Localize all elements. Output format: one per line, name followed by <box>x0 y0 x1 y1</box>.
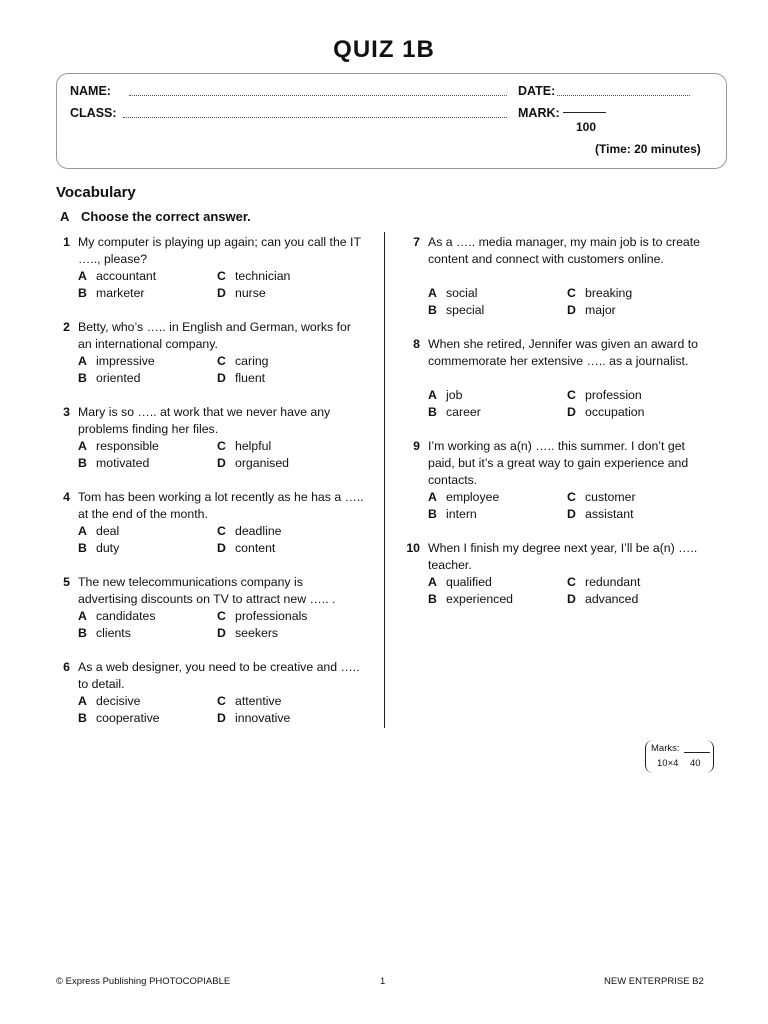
marks-total: 40 <box>690 758 701 769</box>
option-letter: B <box>78 456 87 470</box>
option-a[interactable] <box>428 574 492 591</box>
option-text: special <box>446 303 485 317</box>
option-text: advanced <box>585 592 639 606</box>
option-c[interactable] <box>567 285 632 302</box>
option-text: helpful <box>235 439 272 453</box>
option-d[interactable] <box>217 625 278 642</box>
time-limit: (Time: 20 minutes) <box>595 142 701 156</box>
option-letter: C <box>567 490 576 504</box>
option-d[interactable] <box>217 370 265 387</box>
option-letter: A <box>428 575 437 589</box>
option-text: innovative <box>235 711 291 725</box>
question-10 <box>406 540 726 608</box>
option-letter: B <box>428 592 437 606</box>
question-text: The new telecommunications company is advertising discounts on TV to attract new ….. . <box>78 575 336 606</box>
option-c[interactable] <box>217 438 271 455</box>
option-text: professionals <box>235 609 308 623</box>
option-letter: C <box>217 354 226 368</box>
option-text: assistant <box>585 507 634 521</box>
option-b[interactable] <box>428 302 484 319</box>
option-text: clients <box>96 626 131 640</box>
mark-total: 100 <box>576 120 597 134</box>
option-a[interactable] <box>78 268 156 285</box>
option-d[interactable] <box>217 285 266 302</box>
option-b[interactable] <box>78 455 149 472</box>
option-letter: B <box>78 371 87 385</box>
option-d[interactable] <box>567 506 634 523</box>
option-text: technician <box>235 269 291 283</box>
option-letter: D <box>217 626 226 640</box>
option-text: responsible <box>96 439 159 453</box>
question-number: 1 <box>63 235 70 249</box>
option-text: employee <box>446 490 500 504</box>
marks-label: Marks: <box>651 743 680 754</box>
option-text: career <box>446 405 481 419</box>
option-text: customer <box>585 490 636 504</box>
option-d[interactable] <box>217 540 275 557</box>
option-b[interactable] <box>78 285 145 302</box>
option-letter: A <box>78 694 87 708</box>
option-d[interactable] <box>567 591 638 608</box>
question-7 <box>406 234 726 319</box>
option-c[interactable] <box>217 353 269 370</box>
option-b[interactable] <box>78 710 160 727</box>
option-text: deal <box>96 524 120 538</box>
question-9 <box>406 438 726 523</box>
question-number: 4 <box>63 490 70 504</box>
question-text: As a web designer, you need to be creative and ….. to detail. <box>78 660 360 691</box>
option-b[interactable] <box>428 404 481 421</box>
option-letter: A <box>78 269 87 283</box>
marks-fraction-line <box>684 752 710 753</box>
question-number: 6 <box>63 660 70 674</box>
option-text: profession <box>585 388 642 402</box>
option-b[interactable] <box>428 591 513 608</box>
option-text: deadline <box>235 524 282 538</box>
option-letter: B <box>428 405 437 419</box>
mark-fraction-line <box>563 112 606 113</box>
instruction-letter: A <box>60 209 70 224</box>
option-letter: A <box>78 609 87 623</box>
option-letter: B <box>78 711 87 725</box>
option-text: caring <box>235 354 269 368</box>
section-title: Vocabulary <box>56 184 136 201</box>
option-letter: C <box>217 694 226 708</box>
option-text: candidates <box>96 609 156 623</box>
option-b[interactable] <box>78 625 131 642</box>
option-text: seekers <box>235 626 279 640</box>
question-text: Betty, who’s ….. in English and German, works for an international company. <box>78 320 351 351</box>
question-text: I’m working as a(n) ….. this summer. I don’t get paid, but it’s a great way to gain experience and contacts. <box>428 439 689 487</box>
option-letter: A <box>78 439 87 453</box>
option-text: major <box>585 303 616 317</box>
option-text: attentive <box>235 694 282 708</box>
option-d[interactable] <box>217 455 289 472</box>
question-number: 5 <box>63 575 70 589</box>
name-label: NAME: <box>70 84 111 98</box>
question-number: 7 <box>413 235 420 249</box>
option-letter: C <box>217 439 226 453</box>
option-c[interactable] <box>217 523 282 540</box>
question-number: 8 <box>413 337 420 351</box>
option-a[interactable] <box>428 387 462 404</box>
option-a[interactable] <box>428 285 477 302</box>
option-letter: B <box>78 626 87 640</box>
option-letter: D <box>217 711 226 725</box>
question-text: My computer is playing up again; can you call the IT ….., please? <box>78 235 361 266</box>
option-c[interactable] <box>217 608 307 625</box>
option-c[interactable] <box>217 268 290 285</box>
question-number: 2 <box>63 320 70 334</box>
question-number: 9 <box>413 439 420 453</box>
option-letter: A <box>428 388 437 402</box>
option-a[interactable] <box>78 608 155 625</box>
option-letter: C <box>567 388 576 402</box>
option-text: breaking <box>585 286 633 300</box>
option-text: decisive <box>96 694 141 708</box>
option-text: social <box>446 286 478 300</box>
quiz-title: QUIZ 1B <box>333 36 435 63</box>
option-letter: A <box>78 524 87 538</box>
question-text: Tom has been working a lot recently as he has a ….. at the end of the month. <box>78 490 364 521</box>
option-b[interactable] <box>78 370 140 387</box>
question-2 <box>56 319 376 387</box>
option-text: oriented <box>96 371 141 385</box>
question-8 <box>406 336 726 421</box>
option-d[interactable] <box>217 710 290 727</box>
option-text: cooperative <box>96 711 160 725</box>
option-a[interactable] <box>78 693 140 710</box>
option-letter: B <box>428 303 437 317</box>
option-letter: D <box>567 303 576 317</box>
question-text: Mary is so ….. at work that we never have any problems finding her files. <box>78 405 331 436</box>
question-number: 10 <box>406 541 420 555</box>
option-letter: D <box>217 371 226 385</box>
option-letter: C <box>217 609 226 623</box>
option-text: content <box>235 541 276 555</box>
option-c[interactable] <box>217 693 282 710</box>
option-text: job <box>446 388 463 402</box>
student-info-box <box>56 73 727 169</box>
option-d[interactable] <box>567 404 644 421</box>
footer-page-number: 1 <box>380 976 386 987</box>
option-d[interactable] <box>567 302 616 319</box>
option-text: organised <box>235 456 290 470</box>
date-field[interactable] <box>557 93 690 96</box>
option-letter: D <box>217 286 226 300</box>
option-text: qualified <box>446 575 492 589</box>
option-b[interactable] <box>78 540 119 557</box>
column-divider <box>384 232 385 728</box>
option-text: occupation <box>585 405 645 419</box>
option-text: fluent <box>235 371 266 385</box>
instruction-text: Choose the correct answer. <box>81 209 251 224</box>
footer-book-title: NEW ENTERPRISE B2 <box>604 976 704 987</box>
option-letter: C <box>567 575 576 589</box>
date-label: DATE: <box>518 84 556 98</box>
question-text: When I finish my degree next year, I’ll be a(n) ….. teacher. <box>428 541 698 572</box>
option-letter: A <box>428 286 437 300</box>
option-letter: B <box>78 541 87 555</box>
question-text: When she retired, Jennifer was given an award to commemorate her extensive ….. as a journalist. <box>428 337 698 368</box>
option-b[interactable] <box>428 506 477 523</box>
class-label: CLASS: <box>70 106 117 120</box>
option-letter: B <box>78 286 87 300</box>
option-letter: D <box>217 541 226 555</box>
option-letter: B <box>428 507 437 521</box>
option-letter: A <box>78 354 87 368</box>
option-text: intern <box>446 507 477 521</box>
option-text: marketer <box>96 286 145 300</box>
option-a[interactable] <box>78 523 119 540</box>
option-text: impressive <box>96 354 155 368</box>
question-number: 3 <box>63 405 70 419</box>
option-letter: C <box>217 269 226 283</box>
option-letter: C <box>217 524 226 538</box>
marks-box <box>645 740 714 773</box>
marks-calc: 10×4 <box>657 758 679 769</box>
option-text: duty <box>96 541 120 555</box>
option-c[interactable] <box>567 574 640 591</box>
option-letter: D <box>567 405 576 419</box>
question-5 <box>56 574 376 642</box>
option-text: nurse <box>235 286 266 300</box>
class-field[interactable] <box>123 115 507 118</box>
question-4 <box>56 489 376 557</box>
option-letter: A <box>428 490 437 504</box>
option-text: experienced <box>446 592 513 606</box>
question-text: As a ….. media manager, my main job is to create content and connect with customers online. <box>428 235 701 266</box>
option-letter: D <box>217 456 226 470</box>
option-letter: D <box>567 592 576 606</box>
question-6 <box>56 659 376 727</box>
option-a[interactable] <box>78 438 159 455</box>
footer-copyright: © Express Publishing PHOTOCOPIABLE <box>56 976 231 987</box>
option-text: motivated <box>96 456 150 470</box>
option-a[interactable] <box>78 353 155 370</box>
name-field[interactable] <box>129 93 507 96</box>
option-text: redundant <box>585 575 641 589</box>
option-c[interactable] <box>567 387 642 404</box>
option-c[interactable] <box>567 489 636 506</box>
option-a[interactable] <box>428 489 499 506</box>
option-text: accountant <box>96 269 157 283</box>
option-letter: D <box>567 507 576 521</box>
mark-label: MARK: <box>518 106 560 120</box>
option-letter: C <box>567 286 576 300</box>
question-3 <box>56 404 376 472</box>
question-1 <box>56 234 376 302</box>
